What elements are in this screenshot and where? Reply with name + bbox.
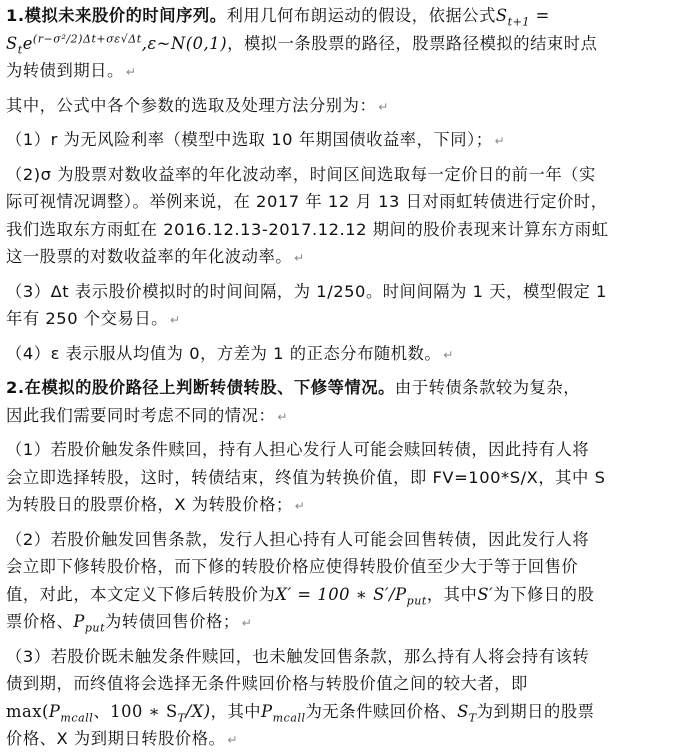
case3-line4: 价格、X 为到期日转股价格。 ↵ xyxy=(6,729,239,748)
formula-s-t1: $S_{t+1}$ xyxy=(495,6,530,29)
formula-p-put: $P_{put}$ xyxy=(73,612,106,635)
case3-line3: $\max(P_{mcall}$、100 ∗ $S_T/X$)，其中$P_{mcall}$为无条件赎回价格、$S_T$为到期日的股票 xyxy=(6,701,595,724)
formula-x-prime: X′ = 100 ∗ $S'/P_{put}$ xyxy=(275,584,427,607)
case2-line3: 值，对此，本文定义下修后转股价为X′ = 100 ∗ $S'/P_{put}$，其中S′为下修日的股 xyxy=(6,584,595,607)
case3-line1: （3）若股价既未触发条件赎回，也未触发回售条款，那么持有人将会持有该转 xyxy=(6,646,590,666)
param3-line2: 年有 250 个交易日。 ↵ xyxy=(6,309,181,328)
param3-line1: （3）Δt 表示股价模拟时的时间间隔，为 1/250。时间间隔为 1 天，模型假定 1 xyxy=(6,281,607,301)
case1-line2: 会立即选择转股，这时，转债结束，终值为转换价值，即 FV=100*S/X，其中 S xyxy=(6,467,606,487)
case2-line2: 会立即下修转股价格，而下修的转股价格应使得转股价值至少大于等于回售价 xyxy=(6,557,579,576)
case2-line1: （2）若股价触发回售条款，发行人担心持有人可能会回售转债，因此发行人将 xyxy=(6,529,590,549)
param2-line3: 我们选取东方雨虹在 2016.12.13-2017.12.12 期间的股价表现来计算东方雨虹 xyxy=(6,219,609,239)
section1-line1: 1.模拟未来股价的时间序列。利用几何布朗运动的假设，依据公式$S_{t+1}$ = xyxy=(6,6,550,29)
case1-line3: 为转股日的股票价格，X 为转股价格； ↵ xyxy=(6,495,306,514)
param2-line2: 际可视情况调整）。举例来说，在 2017 年 12 月 13 日对雨虹转债进行定价时， xyxy=(6,192,608,211)
param2-line4: 这一股票的对数收益率的年化波动率。 ↵ xyxy=(6,247,305,266)
section1-line2: $S_te^{(r-\sigma^2/2)\Delta t+\sigma\varepsilon√\Delta t},\varepsilon\sim N(0,1)$，模拟一条股票的路径，股票路径模拟的结束时点 xyxy=(6,32,598,56)
formula-s-t: $S_T$ xyxy=(457,701,477,724)
intro-line: 其中，公式中各个参数的选取及处理方法分别为： ↵ xyxy=(6,95,389,115)
formula-gbm: $S_te^{(r-\sigma^2/2)\Delta t+\sigma\varepsilon√\Delta t},\varepsilon\sim N(0,1)$ xyxy=(6,32,228,56)
section2-line1: 2.在模拟的股价路径上判断转债转股、下修等情况。由于转债条款较为复杂， xyxy=(6,378,581,397)
param4-line: （4）ε 表示服从均值为 0，方差为 1 的正态分布随机数。 ↵ xyxy=(6,343,454,363)
section2-heading: 2.在模拟的股价路径上判断转债转股、下修等情况。 xyxy=(6,378,395,397)
param2-line1: （2)σ 为股票对数收益率的年化波动率，时间区间选取每一定价日的前一年（实 xyxy=(6,164,596,184)
formula-s-prime: S′ xyxy=(477,584,494,604)
case1-line1: （1）若股价触发条件赎回，持有人担心发行人可能会赎回转债，因此持有人将 xyxy=(6,440,590,459)
param1-line: （1）r 为无风险利率（模型中选取 10 年期国债收益率，下同）； ↵ xyxy=(6,130,506,149)
case2-line4: 票价格、$P_{put}$为转债回售价格； ↵ xyxy=(6,612,253,635)
section1-line3: 为转债到期日。 ↵ xyxy=(6,61,137,80)
formula-max: $\max(P_{mcall}$、100 ∗ $S_T/X$) xyxy=(6,701,211,724)
section2-line2: 因此我们需要同时考虑不同的情况： ↵ xyxy=(6,405,288,425)
formula-p-mcall: $P_{mcall}$ xyxy=(261,701,306,724)
section1-heading: 1.模拟未来股价的时间序列。 xyxy=(6,6,227,25)
case3-line2: 债到期，而终值将会选择无条件赎回价格与转股价值之间的较大者，即 xyxy=(6,674,528,693)
